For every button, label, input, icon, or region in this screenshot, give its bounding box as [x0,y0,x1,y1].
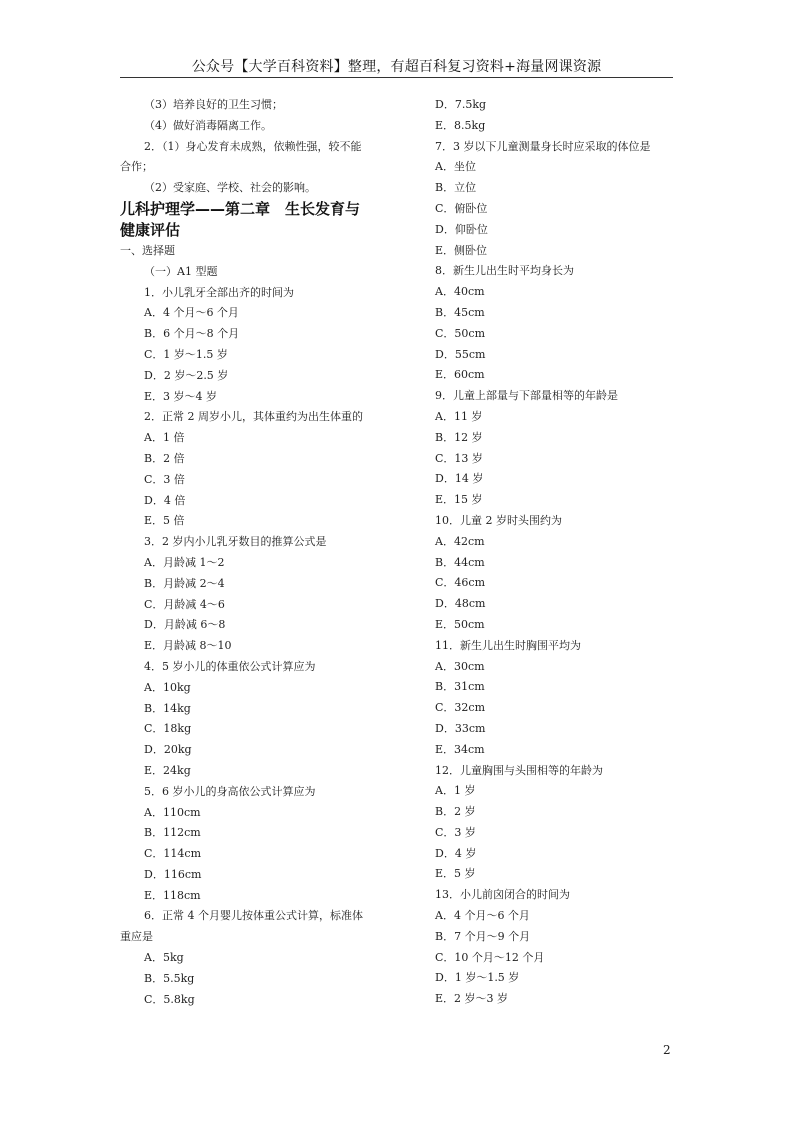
answer-option: C．1 岁～1.5 岁 [144,347,228,361]
answer-option: B．月龄减 2～4 [144,576,225,590]
text-line: （3）培养良好的卫生习惯； [144,98,283,111]
answer-option: D．月龄减 6～8 [144,618,226,632]
answer-option: B．45cm [435,305,485,319]
answer-option: C．18kg [144,722,192,736]
question-stem: 2．正常 2 周岁小儿，其体重约为出生体重的 [144,410,363,424]
answer-option: E．24kg [144,763,191,777]
answer-option: E．3 岁～4 岁 [144,389,218,403]
question-stem: 9．儿童上部量与下部量相等的年龄是 [435,389,618,403]
answer-option: E．8.5kg [435,118,486,132]
answer-option: A．42cm [435,534,485,548]
answer-option: D．1 岁～1.5 岁 [435,971,520,985]
section-heading: 一、选择题 [120,243,175,257]
answer-option: B．112cm [144,826,201,840]
answer-option: E．118cm [144,888,201,902]
answer-option: B．2 岁 [435,805,476,819]
answer-option: D．33cm [435,721,486,735]
answer-option: D．14 岁 [435,472,484,486]
text-line: 2．（1）身心发育未成熟，依赖性强，较不能 [144,139,362,153]
right-column [435,95,685,1010]
answer-option: A．坐位 [435,160,476,174]
answer-option: C．46cm [435,576,486,590]
left-column [120,95,390,1010]
answer-option: D．仰卧位 [435,222,488,236]
text-line: 合作； [120,160,153,174]
question-stem: 6．正常 4 个月婴儿按体重公式计算，标准体 [144,909,363,923]
answer-option: C．俯卧位 [435,201,488,215]
page-header: 公众号【大学百科资料】整理，有超百科复习资料+海量网课资源 [191,59,602,75]
question-stem: 13．小儿前囟闭合的时间为 [435,888,570,902]
answer-option: D．20kg [144,743,192,757]
answer-option: D．48cm [435,597,486,611]
answer-option: D．2 岁～2.5 岁 [144,368,229,382]
answer-option: D．55cm [435,347,486,361]
answer-option: C．114cm [144,847,202,861]
answer-option: C．月龄减 4～6 [144,597,225,611]
text-line: （4）做好消毒隔离工作。 [144,118,272,132]
question-stem: 5．6 岁小儿的身高依公式计算应为 [144,784,316,798]
answer-option: A．4 个月～6 个月 [435,909,530,923]
answer-option: B．立位 [435,181,477,195]
answer-option: B．2 倍 [144,451,185,465]
answer-option: D．4 倍 [144,493,186,507]
answer-option: A．4 个月～6 个月 [144,306,239,320]
answer-option: D．4 岁 [435,846,477,860]
answer-option: B．44cm [435,555,485,569]
answer-option: E．15 岁 [435,493,483,507]
answer-option: C．3 倍 [144,472,185,486]
answer-option: A．11 岁 [435,409,483,423]
answer-option: E．5 倍 [144,514,185,528]
question-stem: 11．新生儿出生时胸围平均为 [435,638,581,652]
answer-option: B．31cm [435,680,485,694]
question-stem: 8．新生儿出生时平均身长为 [435,264,574,278]
answer-option: C．3 岁 [435,825,476,839]
answer-option: A．1 岁 [435,784,476,798]
answer-option: B．7 个月～9 个月 [435,929,531,943]
answer-option: A．10kg [144,680,191,694]
question-stem: 1．小儿乳牙全部出齐的时间为 [144,285,294,299]
question-stem: 4．5 岁小儿的体重依公式计算应为 [144,659,316,673]
answer-option: C．32cm [435,701,486,715]
question-stem-cont: 重应是 [120,930,153,944]
question-stem: 10．儿童 2 岁时头围约为 [435,513,562,527]
answer-option: A．30cm [435,659,485,673]
chapter-title: 儿科护理学——第二章 生长发育与 [120,199,361,218]
answer-option: E．50cm [435,617,485,631]
answer-option: E．34cm [435,742,485,756]
answer-option: A．40cm [435,285,485,299]
answer-option: A．110cm [144,805,201,819]
answer-option: C．13 岁 [435,451,483,465]
answer-option: A．5kg [144,951,184,965]
chapter-title-cont: 健康评估 [120,220,181,239]
page-number: 2 [663,1043,671,1057]
answer-option: B．5.5kg [144,971,195,985]
question-stem: 3．2 岁内小儿乳牙数目的推算公式是 [144,535,327,549]
answer-option: B．6 个月～8 个月 [144,327,240,341]
answer-option: B．14kg [144,701,191,715]
answer-option: E．侧卧位 [435,243,488,257]
question-stem: 7．3 岁以下儿童测量身长时应采取的体位是 [435,139,651,153]
answer-option: C．10 个月～12 个月 [435,950,545,964]
answer-option: E．2 岁～3 岁 [435,992,509,1006]
answer-option: A．1 倍 [144,431,185,445]
text-line: （2）受家庭、学校、社会的影响。 [144,181,316,195]
answer-option: E．5 岁 [435,867,476,881]
header-divider [120,77,673,78]
question-stem: 12．儿童胸围与头围相等的年龄为 [435,763,603,777]
answer-option: B．12 岁 [435,430,483,444]
answer-option: A．月龄减 1～2 [144,555,225,569]
answer-option: E．月龄减 8～10 [144,639,232,653]
subsection-heading: （一）A1 型题 [144,264,218,278]
answer-option: E．60cm [435,368,485,382]
answer-option: C．5.8kg [144,992,195,1006]
answer-option: C．50cm [435,326,486,340]
answer-option: D．7.5kg [435,98,487,111]
answer-option: D．116cm [144,867,202,881]
